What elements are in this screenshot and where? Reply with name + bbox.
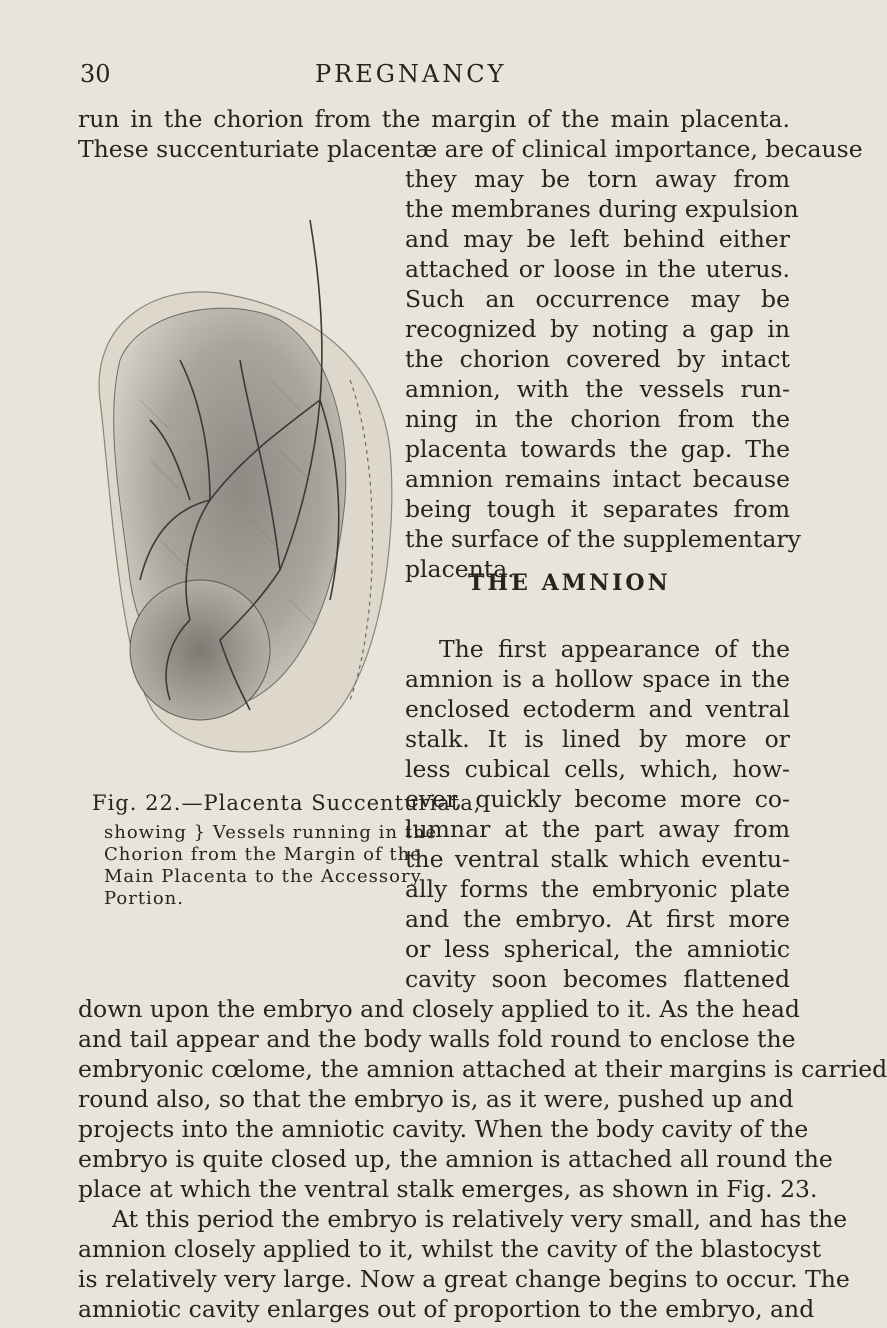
placenta-illustration bbox=[80, 200, 400, 775]
figure-caption-line: Chorion from the Margin of the bbox=[104, 844, 422, 865]
body-line: lumnar at the part away from bbox=[405, 815, 790, 843]
body-line: embryonic cœlome, the amnion attached at their margins is carried bbox=[78, 1055, 887, 1083]
body-line: the surface of the supplementary bbox=[405, 525, 801, 553]
body-line: amnion, with the vessels run- bbox=[405, 375, 790, 403]
body-line: ally forms the embryonic plate bbox=[405, 875, 790, 903]
body-line: amnion remains intact because bbox=[405, 465, 790, 493]
body-line: attached or loose in the uterus. bbox=[405, 255, 790, 283]
body-line: is relatively very large. Now a great change begins to occur. The bbox=[78, 1265, 850, 1293]
body-line: and the embryo. At first more bbox=[405, 905, 790, 933]
running-head bbox=[0, 60, 800, 94]
accessory-placenta bbox=[130, 580, 270, 720]
body-line: These succenturiate placentæ are of clinical importance, because bbox=[78, 135, 863, 163]
body-line: Such an occurrence may be bbox=[405, 285, 790, 313]
body-line: ning in the chorion from the bbox=[405, 405, 790, 433]
figure-caption-line: showing } Vessels running in the bbox=[104, 822, 438, 843]
body-line: amnion is a hollow space in the bbox=[405, 665, 790, 693]
body-line: projects into the amniotic cavity. When the body cavity of the bbox=[78, 1115, 809, 1143]
page-number: 30 bbox=[80, 60, 111, 88]
body-line: amniotic cavity enlarges out of proportion to the embryo, and bbox=[78, 1295, 815, 1323]
body-line: down upon the embryo and closely applied to it. As the head bbox=[78, 995, 800, 1023]
body-line: the ventral stalk which eventu- bbox=[405, 845, 790, 873]
body-line: less cubical cells, which, how- bbox=[405, 755, 790, 783]
body-line: and may be left behind either bbox=[405, 225, 790, 253]
body-line: placenta towards the gap. The bbox=[405, 435, 790, 463]
section-heading: THE AMNION bbox=[468, 570, 671, 596]
body-line: recognized by noting a gap in bbox=[405, 315, 790, 343]
body-line: and tail appear and the body walls fold round to enclose the bbox=[78, 1025, 796, 1053]
body-line: the chorion covered by intact bbox=[405, 345, 790, 373]
body-line: The first appearance of the bbox=[439, 635, 790, 663]
body-line: At this period the embryo is relatively very small, and has the bbox=[112, 1205, 848, 1233]
figure-caption-line: Fig. 22.—Placenta Succenturiata, bbox=[92, 791, 482, 815]
body-line: they may be torn away from bbox=[405, 165, 790, 193]
body-line: being tough it separates from bbox=[405, 495, 790, 523]
body-line: amnion closely applied to it, whilst the cavity of the blastocyst bbox=[78, 1235, 822, 1263]
body-line: run in the chorion from the margin of the main placenta. bbox=[78, 105, 790, 133]
body-line: embryo is quite closed up, the amnion is attached all round the bbox=[78, 1145, 833, 1173]
placenta-drawing bbox=[80, 200, 400, 775]
figure-caption-line: Portion. bbox=[104, 888, 184, 909]
body-line: place at which the ventral stalk emerges, as shown in Fig. 23. bbox=[78, 1175, 818, 1203]
body-line: round also, so that the embryo is, as it were, pushed up and bbox=[78, 1085, 794, 1113]
running-title: PREGNANCY bbox=[315, 60, 507, 88]
figure-caption-line: Main Placenta to the Accessory bbox=[104, 866, 422, 887]
body-line: stalk. It is lined by more or bbox=[405, 725, 790, 753]
body-line: placenta. bbox=[405, 555, 515, 583]
body-line: or less spherical, the amniotic bbox=[405, 935, 790, 963]
body-line: cavity soon becomes flattened bbox=[405, 965, 790, 993]
body-line: the membranes during expulsion bbox=[405, 195, 799, 223]
body-line: enclosed ectoderm and ventral bbox=[405, 695, 790, 723]
body-line: ever, quickly become more co- bbox=[405, 785, 790, 813]
